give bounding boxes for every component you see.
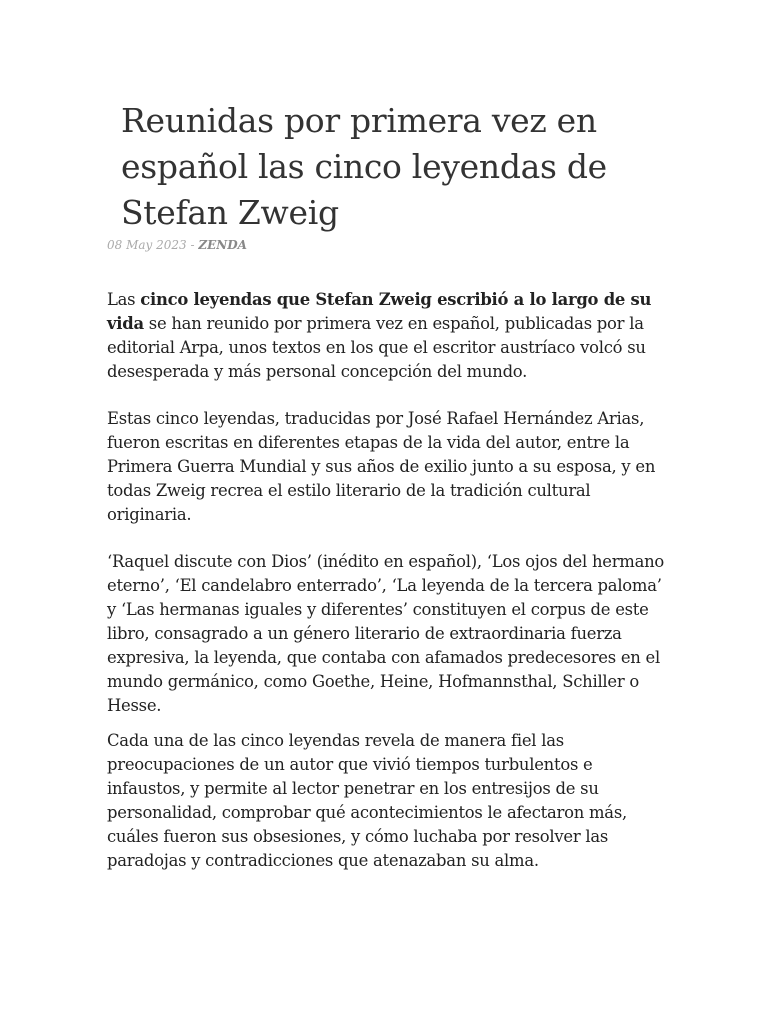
article-meta bbox=[107, 237, 247, 253]
paragraph-1-rest: se han reunido por primera vez en español, publicadas por la editorial Arpa, unos textos en los que el escritor austríaco volcó su desesperada y más personal concepción del mundo. bbox=[107, 314, 646, 381]
source-name: ZENDA bbox=[198, 238, 247, 252]
paragraph-1-intro: Las bbox=[107, 290, 141, 309]
article-body bbox=[107, 288, 667, 896]
paragraph-1-highlight: cinco leyendas que Stefan Zweig escribió a lo largo de su vida bbox=[107, 290, 652, 333]
paragraph-4: Cada una de las cinco leyendas revela de manera fiel las preocupaciones de un autor que vivió tiempos turbulentos e infaustos, y permite al lector penetrar en los entresijos de su personalidad, comprobar qué acontecimientos le afectaron más, cuáles fueron sus obsesiones, y cómo luchaba por resolver las paradojas y contradicciones que atenazaban su alma. bbox=[107, 731, 627, 870]
meta-separator: - bbox=[186, 238, 199, 252]
paragraph-1 bbox=[107, 288, 667, 384]
publish-date: 08 May 2023 bbox=[107, 238, 187, 252]
article-title: Reunidas por primera vez en español las cinco leyendas de Stefan Zweig bbox=[121, 101, 607, 232]
paragraph-2: Estas cinco leyendas, traducidas por José Rafael Hernández Arias, fueron escritas en diferentes etapas de la vida del autor, entre la Primera Guerra Mundial y sus años de exilio junto a su esposa, y en todas Zweig recrea el estilo literario de la tradición cultural originaria. bbox=[107, 409, 656, 524]
paragraph-3: ‘Raquel discute con Dios’ (inédito en español), ‘Los ojos del hermano eterno’, ‘El candelabro enterrado’, ‘La leyenda de la tercera paloma’ y ‘Las hermanas iguales y diferentes’ constituyen el corpus de este libro, consagrado a un género literario de extraordinaria fuerza expresiva, la leyenda, que contaba con afamados predecesores en el mundo germánico, como Goethe, Heine, Hofmannsthal, Schiller o Hesse. bbox=[107, 552, 665, 715]
